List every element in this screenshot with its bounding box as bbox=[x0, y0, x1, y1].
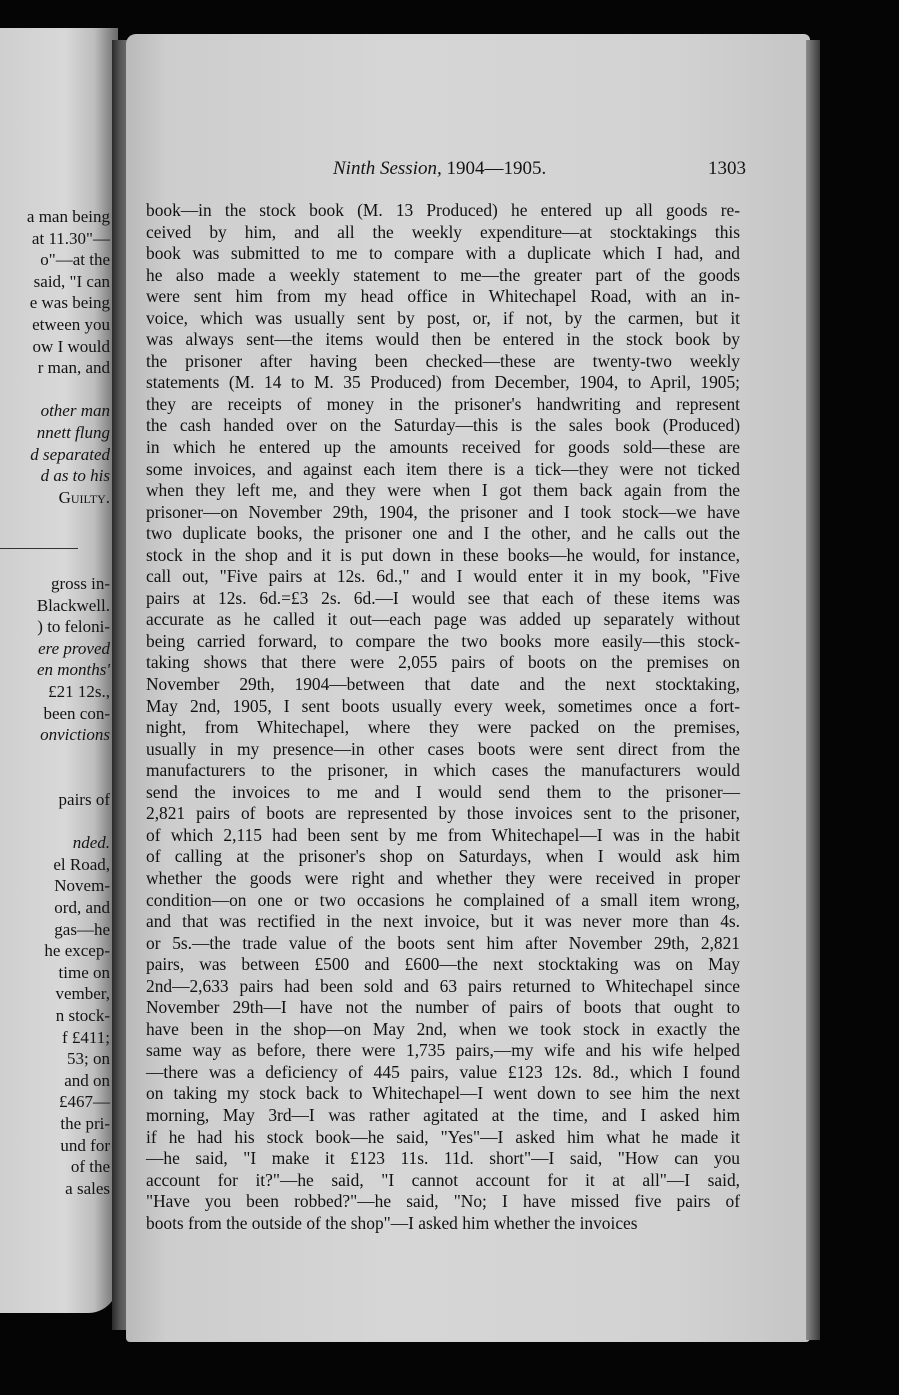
running-head-title: Ninth Session, 1904—1905. bbox=[333, 158, 547, 179]
body-line: of which 2,115 had been sent by me from Whitechapel—I was in the habit bbox=[146, 824, 740, 845]
left-page-text bbox=[0, 206, 114, 1199]
body-line: boots from the outside of the shop"—I asked him whether the invoices bbox=[146, 1212, 638, 1233]
body-line: whether the goods were right and whether they were received in proper bbox=[146, 867, 740, 888]
body-line: —he said, "I make it £123 11s. 11d. short"—I said, "How can you bbox=[146, 1148, 740, 1169]
body-line: 2,821 pairs of boots are represented by those invoices sent to the prisoner, bbox=[146, 803, 740, 824]
body-line: statements (M. 14 to M. 35 Produced) from December, 1904, to April, 1905; bbox=[146, 372, 740, 393]
left-page-line: ord, and bbox=[54, 898, 110, 917]
left-page-line bbox=[0, 811, 114, 833]
body-text bbox=[146, 200, 740, 1234]
left-page-line: Blackwell. bbox=[36, 595, 110, 615]
body-line: some invoices, and against each item there is a tick—they were not ticked bbox=[146, 458, 740, 479]
left-page-line: 53; on bbox=[67, 1049, 110, 1069]
left-page-line: of the bbox=[70, 1157, 110, 1177]
left-page-line: e was being bbox=[29, 293, 110, 313]
body-line: night, from Whitechapel, where they were packed on the premises, bbox=[146, 717, 740, 738]
body-line: two duplicate books, the prisoner one and I the other, and he calls out the bbox=[146, 523, 740, 544]
body-line: on taking my stock back to Whitechapel—I went down to see him the next bbox=[146, 1083, 740, 1104]
left-page-line: etween you bbox=[32, 314, 110, 334]
body-line: morning, May 3rd—I was rather agitated at the time, and I asked him bbox=[146, 1104, 740, 1125]
left-page-line: said, "I can bbox=[33, 271, 110, 291]
body-line: manufacturers to the prisoner, in which cases the manufacturers would bbox=[146, 760, 740, 781]
body-line: account for it?"—he said, "I cannot account for it at all"—I said, bbox=[146, 1169, 740, 1190]
body-line: prisoner—on November 29th, 1904, the prisoner and I took stock—we have bbox=[146, 501, 740, 522]
body-line: pairs, was between £500 and £600—the next stocktaking was on May bbox=[146, 954, 740, 975]
left-page-line: o"—at the bbox=[40, 250, 110, 270]
body-line: ceived by him, and all the weekly expenditure—at stocktakings this bbox=[146, 221, 740, 242]
left-page-line: and on bbox=[64, 1070, 110, 1090]
left-page-line: a sales bbox=[65, 1178, 110, 1198]
left-page-line: other man bbox=[40, 401, 110, 421]
body-line: pairs at 12s. 6d.=£3 2s. 6d.—I would see that each of these items was bbox=[146, 587, 740, 608]
body-line: they are receipts of money in the prisoner's handwriting and represent bbox=[146, 393, 740, 414]
left-page-line: vember, bbox=[55, 984, 110, 1004]
body-line: same way as before, there were 1,735 pairs,—my wife and his wife helped bbox=[146, 1040, 740, 1061]
left-page-line: pairs of bbox=[58, 790, 110, 810]
left-page-line bbox=[0, 508, 114, 530]
body-line: being carried forward, to compare the two books more easily—this stock- bbox=[146, 630, 740, 651]
body-line: condition—on one or two occasions he complained of a small item wrong, bbox=[146, 889, 740, 910]
left-page bbox=[0, 28, 118, 1313]
body-line: the prisoner after having been checked—these are twenty-two weekly bbox=[146, 350, 740, 371]
body-line: and that was rectified in the next invoice, but it was never more than 4s. bbox=[146, 911, 740, 932]
left-page-line: gas—he bbox=[54, 919, 110, 939]
body-line: voice, which was usually sent by post, or, if not, by the carmen, but it bbox=[146, 307, 740, 328]
body-line: have been in the shop—on May 2nd, when we took stock in exactly the bbox=[146, 1018, 740, 1039]
body-line: the cash handed over on the Saturday—this is the sales book (Produced) bbox=[146, 415, 740, 436]
left-page-line: f £411; bbox=[61, 1027, 110, 1047]
page-number: 1303 bbox=[708, 158, 746, 179]
left-page-line: time on bbox=[58, 962, 110, 982]
body-line: was always sent—the items would then be entered in the stock book by bbox=[146, 329, 740, 350]
left-page-line bbox=[0, 379, 114, 401]
body-line: taking shows that there were 2,055 pairs of boots on the premises on bbox=[146, 652, 740, 673]
left-page-line: en months' bbox=[36, 660, 110, 680]
left-page-line: und for bbox=[60, 1135, 110, 1155]
body-line: were sent him from my head office in Whitechapel Road, with an in- bbox=[146, 286, 740, 307]
left-page-line: ow I would bbox=[32, 336, 110, 356]
body-line: November 29th—I have not the number of pairs of boots that ought to bbox=[146, 997, 740, 1018]
left-page-line: onvictions bbox=[40, 725, 110, 745]
body-line: if he had his stock book—he said, "Yes"—I asked him what he made it bbox=[146, 1126, 740, 1147]
body-line: when they left me, and they were when I got them back again from the bbox=[146, 480, 740, 501]
left-page-line: Novem- bbox=[54, 876, 110, 896]
left-page-line: a man being bbox=[26, 207, 110, 226]
running-head-years: 1904—1905. bbox=[446, 158, 547, 179]
left-page-line: the pri- bbox=[60, 1113, 110, 1133]
body-line: of calling at the prisoner's shop on Saturdays, when I would ask him bbox=[146, 846, 740, 867]
left-page-line: d as to his bbox=[40, 466, 110, 486]
left-page-line: r man, and bbox=[37, 358, 110, 378]
body-line: book was submitted to me to compare with a duplicate which I had, and bbox=[146, 243, 740, 264]
body-line: send the invoices to me and I would send them to the prisoner— bbox=[146, 781, 740, 802]
body-line: November 29th, 1904—between that date and the next stocktaking, bbox=[146, 674, 740, 695]
left-page-line: been con- bbox=[43, 703, 110, 723]
left-page-line: Guilty. bbox=[58, 487, 110, 507]
left-page-line bbox=[0, 767, 114, 789]
left-page-line: d separated bbox=[30, 444, 110, 464]
left-page-line: n stock- bbox=[55, 1005, 110, 1025]
left-page-line: nded. bbox=[72, 833, 110, 853]
left-page-line: he excep- bbox=[44, 941, 110, 961]
left-page-line bbox=[0, 746, 114, 768]
body-line: 2nd—2,633 pairs had been sold and 63 pairs returned to Whitechapel since bbox=[146, 975, 740, 996]
body-line: in which he entered up the amounts received for goods sold—these are bbox=[146, 437, 740, 458]
body-line: stock in the shop and it is put down in these books—he would, for instance, bbox=[146, 544, 740, 565]
left-page-line: £467— bbox=[59, 1092, 110, 1112]
body-line: or 5s.—the trade value of the boots sent him after November 29th, 2,821 bbox=[146, 932, 740, 953]
body-line: accurate as he called it out—each page was added up separately without bbox=[146, 609, 740, 630]
left-page-line: ere proved bbox=[38, 638, 110, 658]
left-page-line bbox=[0, 552, 114, 574]
left-page-line: nnett flung bbox=[36, 422, 110, 442]
body-line: usually in my presence—in other cases boots were sent direct from the bbox=[146, 738, 740, 759]
left-page-line: el Road, bbox=[53, 854, 110, 874]
body-line: —there was a deficiency of 445 pairs, value £123 12s. 8d., which I found bbox=[146, 1061, 740, 1082]
body-line: "Have you been robbed?"—he said, "No; I have missed five pairs of bbox=[146, 1191, 740, 1212]
left-page-line: £21 12s., bbox=[48, 682, 110, 702]
left-page-line: ) to feloni- bbox=[37, 617, 110, 637]
body-line: May 2nd, 1905, I sent boots usually every week, sometimes once a fort- bbox=[146, 695, 740, 716]
body-line: book—in the stock book (M. 13 Produced) he entered up all goods re- bbox=[146, 200, 740, 220]
left-page-rule bbox=[0, 548, 78, 549]
left-page-line: gross in- bbox=[50, 574, 110, 594]
body-line: call out, "Five pairs at 12s. 6d.," and I would enter it in my book, "Five bbox=[146, 566, 740, 587]
left-page-line: at 11.30"— bbox=[31, 228, 110, 248]
body-line: he also made a weekly statement to me—the greater part of the goods bbox=[146, 264, 740, 285]
page-edge-shadow bbox=[806, 40, 820, 1340]
